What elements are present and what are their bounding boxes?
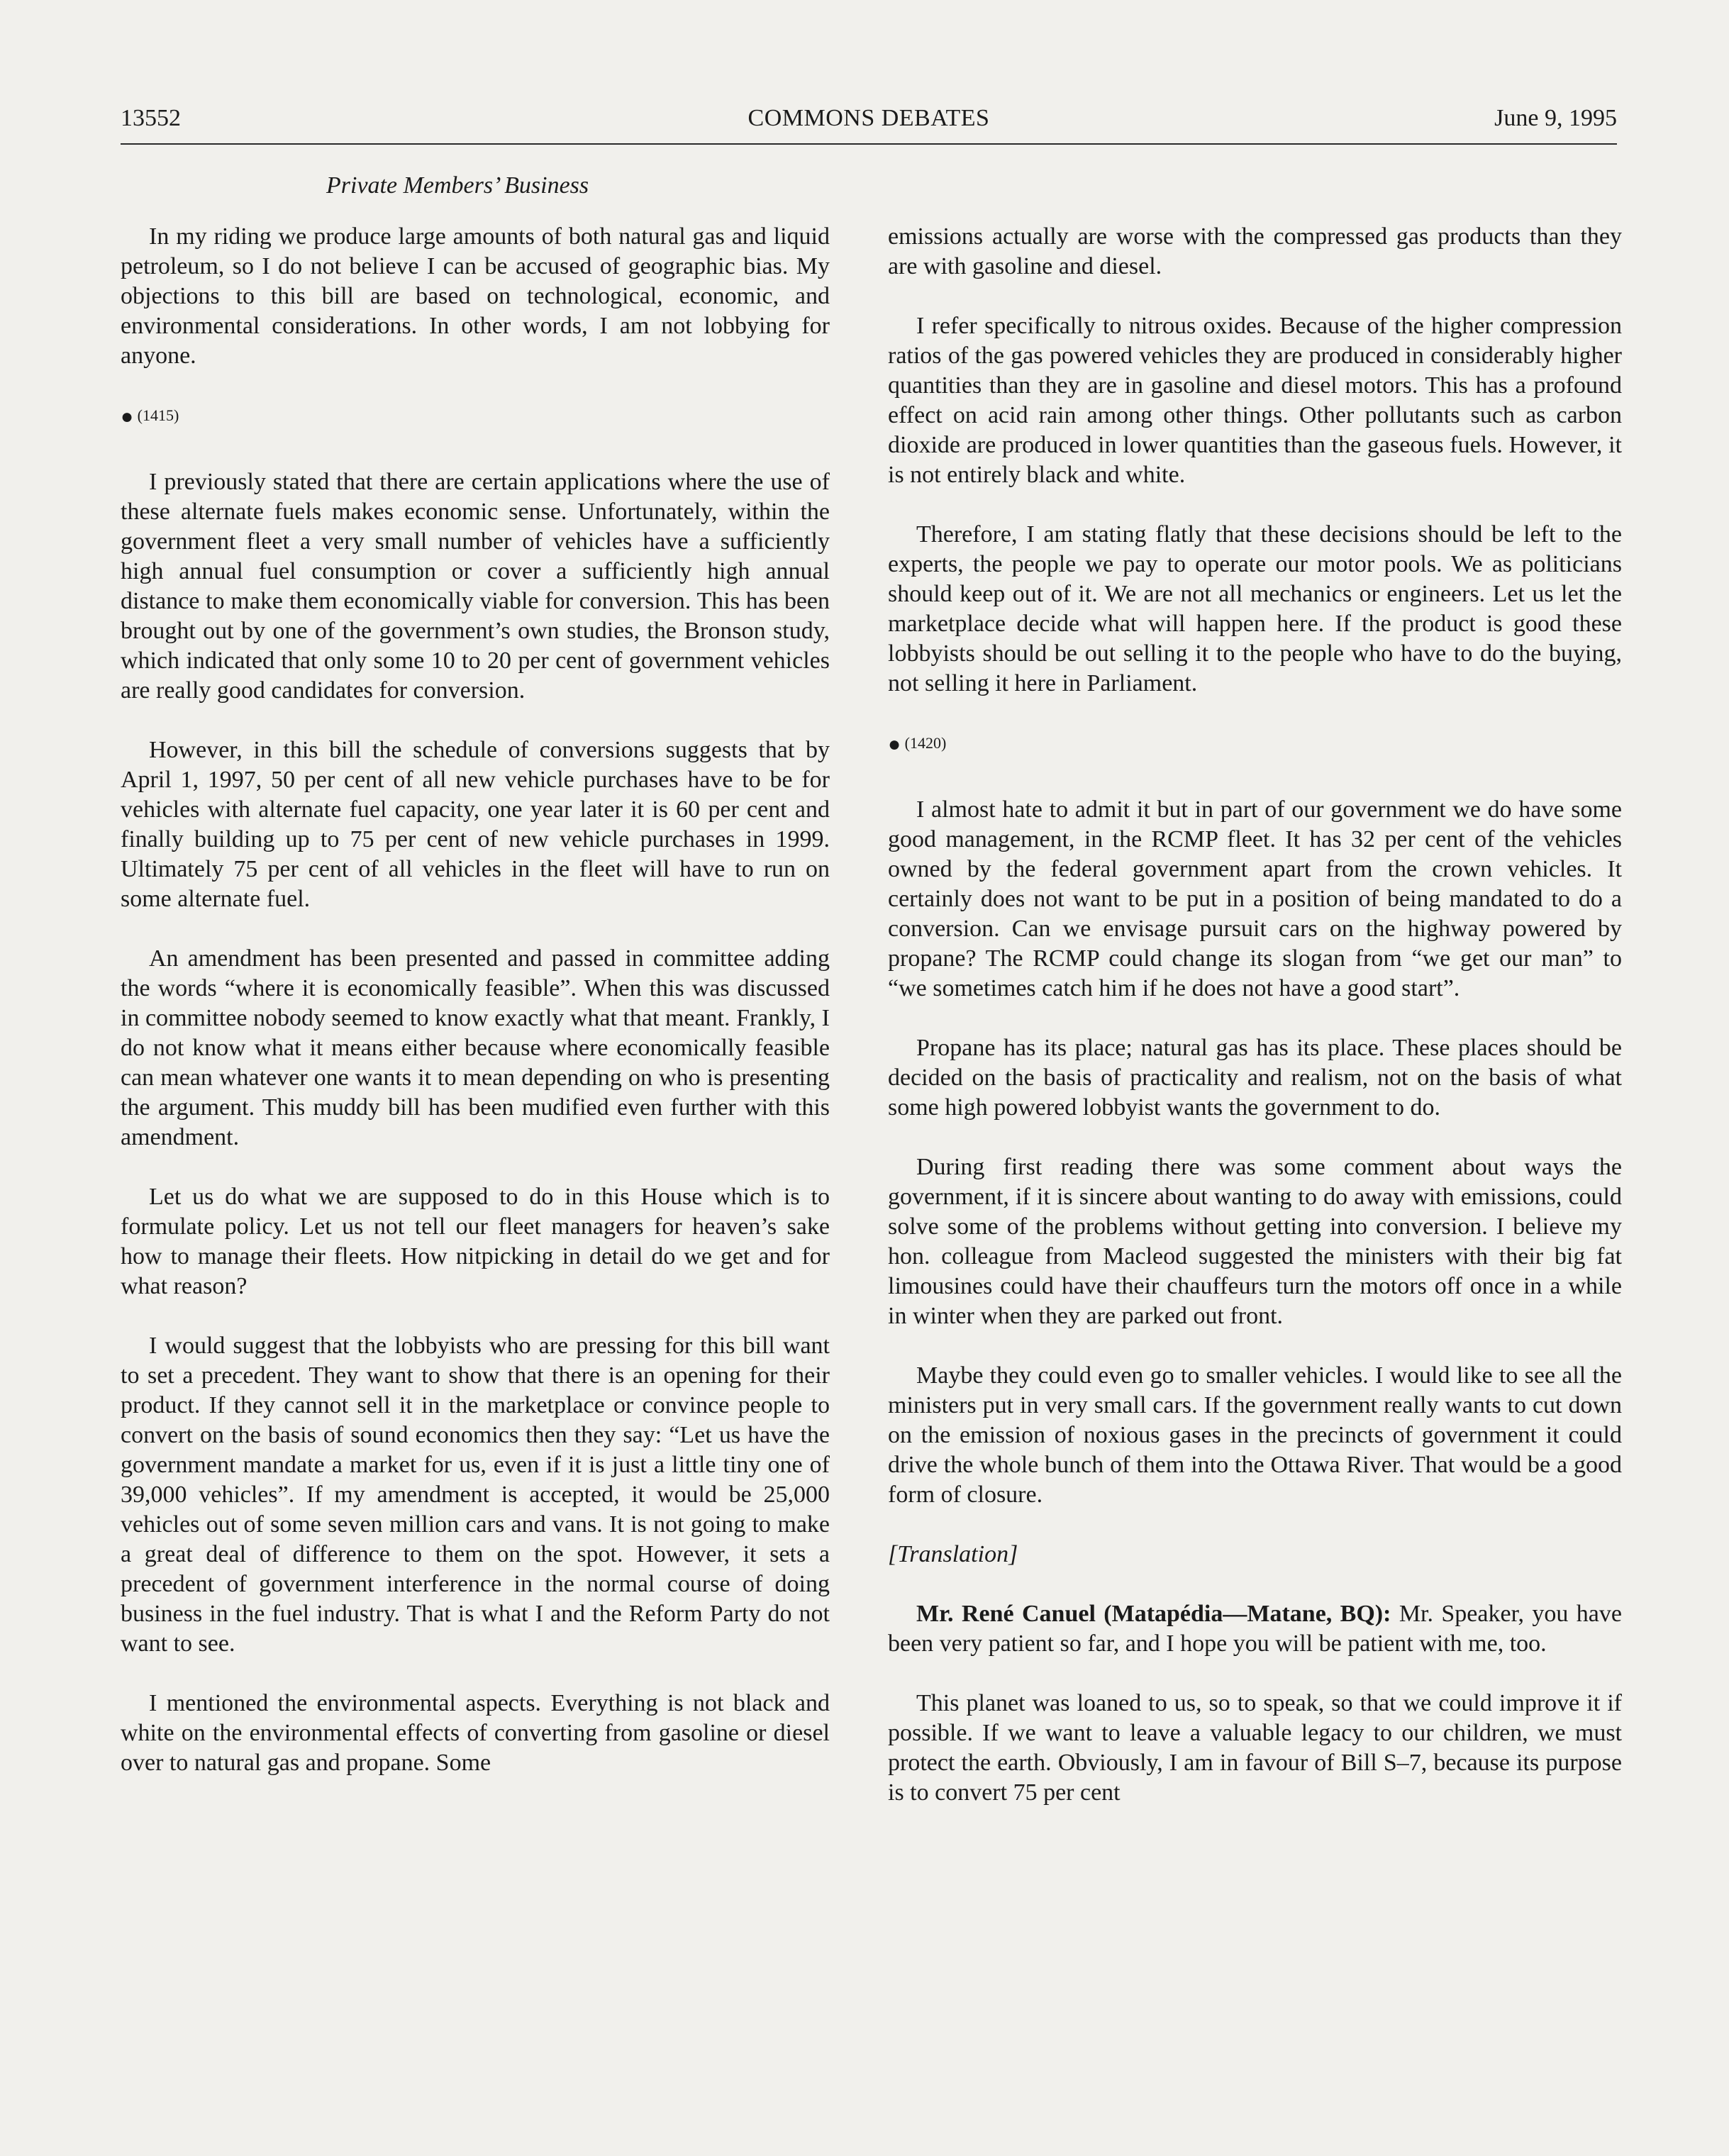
time-marker-label: (1415): [137, 406, 179, 424]
paragraph: emissions actually are worse with the compressed gas products than they are with gasoline and diesel.: [888, 223, 1622, 279]
paragraph: During first reading there was some comment about ways the government, if it is sincere about wanting to do away with emissions, could solve some of the problems without getting into conversion. I believe my hon. colleague from Macleod suggested the ministers with their big fat limousines could have their chauffeurs turn the motors off once in a while in winter when they are parked out front.: [888, 1154, 1622, 1329]
section-heading: Private Members’ Business: [326, 172, 589, 199]
paragraph: Therefore, I am stating flatly that these decisions should be left to the experts, the people we pay to operate our motor pools. We as politicians should keep out of it. We are not all mechanics or engineers. Let us let the marketplace decide what will happen here. If the product is good these lobbyists should be out selling it to the people who have to do the buying, not selling it here in Parliament.: [888, 521, 1622, 696]
speaker-paragraph: [888, 1599, 1622, 1659]
paragraph: I previously stated that there are certain applications where the use of these alternate fuels makes economic sense. Unfortunately, within the government fleet a very small number of vehicles have a sufficiently high annual fuel consumption or cover a sufficiently high annual distance to make them economically viable for conversion. This has been brought out by one of the government’s own studies, the Bronson study, which indicated that only some 10 to 20 per cent of government vehicles are really good candidates for conversion.: [121, 469, 830, 704]
paragraph: However, in this bill the schedule of conversions suggests that by April 1, 1997, 50 per cent of all new vehicle purchases have to be for vehicles with alternate fuel capacity, one year later it is 60 per cent and finally building up to 75 per cent of new vehicle purchases in 1999. Ultimately 75 per cent of all vehicles in the fleet will have to run on some alternate fuel.: [121, 737, 830, 912]
translation-note: [Translation]: [888, 1541, 1018, 1567]
time-marker: [121, 401, 830, 430]
paragraph: Propane has its place; natural gas has its place. These places should be decided on the basis of practicality and realism, not on the basis of what some high powered lobbyist wants the government to do.: [888, 1035, 1622, 1121]
right-column: [888, 222, 1622, 1838]
paragraph: I mentioned the environmental aspects. Everything is not black and white on the environmental effects of converting from gasoline or diesel over to natural gas and propane. Some: [121, 1690, 830, 1776]
bullet-icon: ●: [121, 404, 134, 428]
time-marker: [888, 728, 1622, 758]
paragraph: This planet was loaned to us, so to speak, so that we could improve it if possible. If we want to leave a valuable legacy to our children, we must protect the earth. Obviously, I am in favour of Bill S–7, because its purpose is to convert 75 per cent: [888, 1690, 1622, 1806]
page-number: 13552: [121, 105, 181, 131]
time-marker-label: (1420): [904, 734, 947, 752]
speaker-name: Mr. René Canuel (Matapédia—Matane, BQ):: [916, 1601, 1391, 1627]
paragraph: Let us do what we are supposed to do in this House which is to formulate policy. Let us not tell our fleet managers for heaven’s sake how to manage their fleets. How nitpicking in detail do we get and for what reason?: [121, 1184, 830, 1299]
speech-text: Mr. Speaker, you have been very patient so far, and I hope you will be patient with me, too.: [888, 1601, 1622, 1657]
left-column: [121, 222, 830, 1808]
bullet-icon: ●: [888, 732, 901, 756]
journal-title: COMMONS DEBATES: [747, 105, 990, 131]
page-date: June 9, 1995: [1494, 105, 1617, 131]
running-header: [121, 101, 1617, 145]
paragraph: Maybe they could even go to smaller vehicles. I would like to see all the ministers put in very small cars. If the government really wants to cut down on the emission of noxious gases in the precincts of government it could drive the whole bunch of them into the Ottawa River. That would be a good form of closure.: [888, 1362, 1622, 1508]
paragraph: I almost hate to admit it but in part of our government we do have some good management, in the RCMP fleet. It has 32 per cent of the vehicles owned by the federal government apart from the crown vehicles. It certainly does not want to be put in a position of being mandated to do a conversion. Can we envisage pursuit cars on the highway powered by propane? The RCMP could change its slogan from “we get our man” to “we sometimes catch him if he does not have a good start”.: [888, 796, 1622, 1001]
paragraph: An amendment has been presented and passed in committee adding the words “where it is economically feasible”. When this was discussed in committee nobody seemed to know exactly what that meant. Frankly, I do not know what it means either because where economically feasible can mean whatever one wants it to mean depending on who is presenting the argument. This muddy bill has been mudified even further with this amendment.: [121, 945, 830, 1150]
paragraph: I refer specifically to nitrous oxides. Because of the higher compression ratios of the gas powered vehicles they are produced in considerably higher quantities than they are in gasoline and diesel motors. This has a profound effect on acid rain among other things. Other pollutants such as carbon dioxide are produced in lower quantities than the gaseous fuels. However, it is not entirely black and white.: [888, 313, 1622, 488]
paragraph: In my riding we produce large amounts of both natural gas and liquid petroleum, so I do not believe I can be accused of geographic bias. My objections to this bill are based on technological, economic, and environmental considerations. In other words, I am not lobbying for anyone.: [121, 223, 830, 369]
paragraph: I would suggest that the lobbyists who are pressing for this bill want to set a precedent. They want to show that there is an opening for their product. If they cannot sell it in the marketplace or convince people to convert on the basis of sound economics then they say: “Let us have the government mandate a market for us, even if it is just a little tiny one of 39,000 vehicles”. If my amendment is accepted, it would be 25,000 vehicles out of some seven million cars and vans. It is not going to make a great deal of difference to them on the spot. However, it sets a precedent of government interference in the normal course of doing business in the fuel industry. That is what I and the Reform Party do not want to see.: [121, 1333, 830, 1657]
